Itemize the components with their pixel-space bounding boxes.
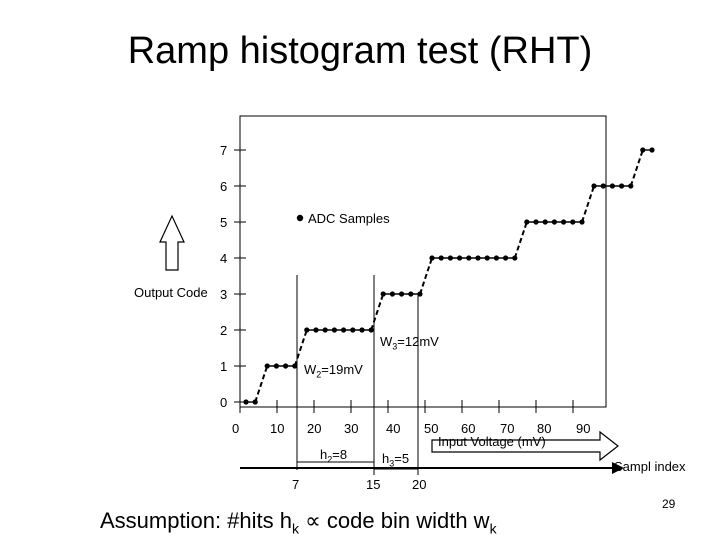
sample-point	[341, 327, 346, 332]
transition-line	[420, 258, 432, 294]
h3-annotation: $h_3=5$	[382, 451, 410, 469]
h2-annotation: $h_2=8$	[320, 447, 348, 465]
sample-point	[601, 183, 606, 188]
x-tick-label-50: 50	[424, 421, 439, 436]
x-tick-label-80: 80	[537, 421, 552, 436]
sample-point	[292, 363, 297, 368]
sample-index-tick-7: 7	[292, 477, 300, 492]
legend-dot	[297, 215, 303, 221]
x-tick-label-40: 40	[386, 421, 401, 436]
sample-point	[399, 291, 404, 296]
sample-point	[524, 219, 529, 224]
assumption-footer: Assumption: #hits $h_k$ ∝ code bin width $w_k$	[100, 508, 497, 537]
x-tick-label-10: 10	[270, 421, 285, 436]
sample-point	[265, 363, 270, 368]
legend-label: ADC Samples	[308, 211, 390, 226]
page-number: 29	[662, 497, 676, 511]
x-tick-label-20: 20	[307, 421, 322, 436]
sample-point	[283, 363, 288, 368]
sample-point	[243, 399, 248, 404]
x-axis-label: Input Voltage (mV)	[438, 434, 546, 449]
x-tick-label-90: 90	[576, 421, 591, 436]
sample-point	[552, 219, 557, 224]
y-axis-label: Output Code	[134, 285, 208, 300]
sample-point	[439, 255, 444, 260]
sample-point	[579, 219, 584, 224]
w2-annotation: $W_2=19mV$	[304, 362, 363, 380]
sample-point	[466, 255, 471, 260]
y-tick-label-4: 4	[220, 251, 228, 266]
y-tick-label-1: 1	[220, 359, 228, 374]
sample-point	[619, 183, 624, 188]
sample-point	[408, 291, 413, 296]
sample-point	[359, 327, 364, 332]
sample-point	[304, 327, 309, 332]
sample-point	[512, 255, 517, 260]
x-tick-label-70: 70	[500, 421, 515, 436]
sample-point	[628, 183, 633, 188]
sample-point	[649, 147, 654, 152]
sample-point	[332, 327, 337, 332]
x-tick-label-0: 0	[232, 421, 240, 436]
sample-point	[570, 219, 575, 224]
sample-point	[429, 255, 434, 260]
y-tick-label-7: 7	[220, 143, 228, 158]
y-tick-label-2: 2	[220, 323, 228, 338]
w3-annotation: $W_3=12mV$	[380, 334, 439, 352]
sample-point	[503, 255, 508, 260]
transition-line	[255, 366, 267, 402]
transition-line	[515, 222, 527, 258]
sample-point	[610, 183, 615, 188]
sample-point	[485, 255, 490, 260]
sample-point	[369, 327, 374, 332]
sample-point	[591, 183, 596, 188]
sample-index-tick-20: 20	[412, 477, 427, 492]
sample-point	[561, 219, 566, 224]
sample-point	[390, 291, 395, 296]
transition-line	[631, 150, 643, 186]
sample-point	[381, 291, 386, 296]
sample-index-tick-15: 15	[366, 477, 381, 492]
sample-point	[350, 327, 355, 332]
sample-index-label: Sampl index	[614, 459, 686, 474]
sample-point	[417, 291, 422, 296]
x-tick-label-30: 30	[344, 421, 359, 436]
transition-line	[371, 294, 383, 330]
sample-point	[323, 327, 328, 332]
sample-point	[533, 219, 538, 224]
sample-point	[457, 255, 462, 260]
sample-point	[475, 255, 480, 260]
y-tick-label-0: 0	[220, 395, 228, 410]
y-tick-label-3: 3	[220, 287, 228, 302]
sample-point	[313, 327, 318, 332]
sample-point	[640, 147, 645, 152]
output-code-arrow-icon	[160, 216, 184, 270]
y-tick-label-6: 6	[220, 179, 228, 194]
x-tick-label-60: 60	[461, 421, 476, 436]
sample-point	[274, 363, 279, 368]
y-tick-label-5: 5	[220, 215, 228, 230]
sample-point	[543, 219, 548, 224]
sample-point	[253, 399, 258, 404]
transition-line	[582, 186, 594, 222]
sample-point	[494, 255, 499, 260]
slide-title: Ramp histogram test (RHT)	[127, 30, 593, 72]
sample-point	[448, 255, 453, 260]
